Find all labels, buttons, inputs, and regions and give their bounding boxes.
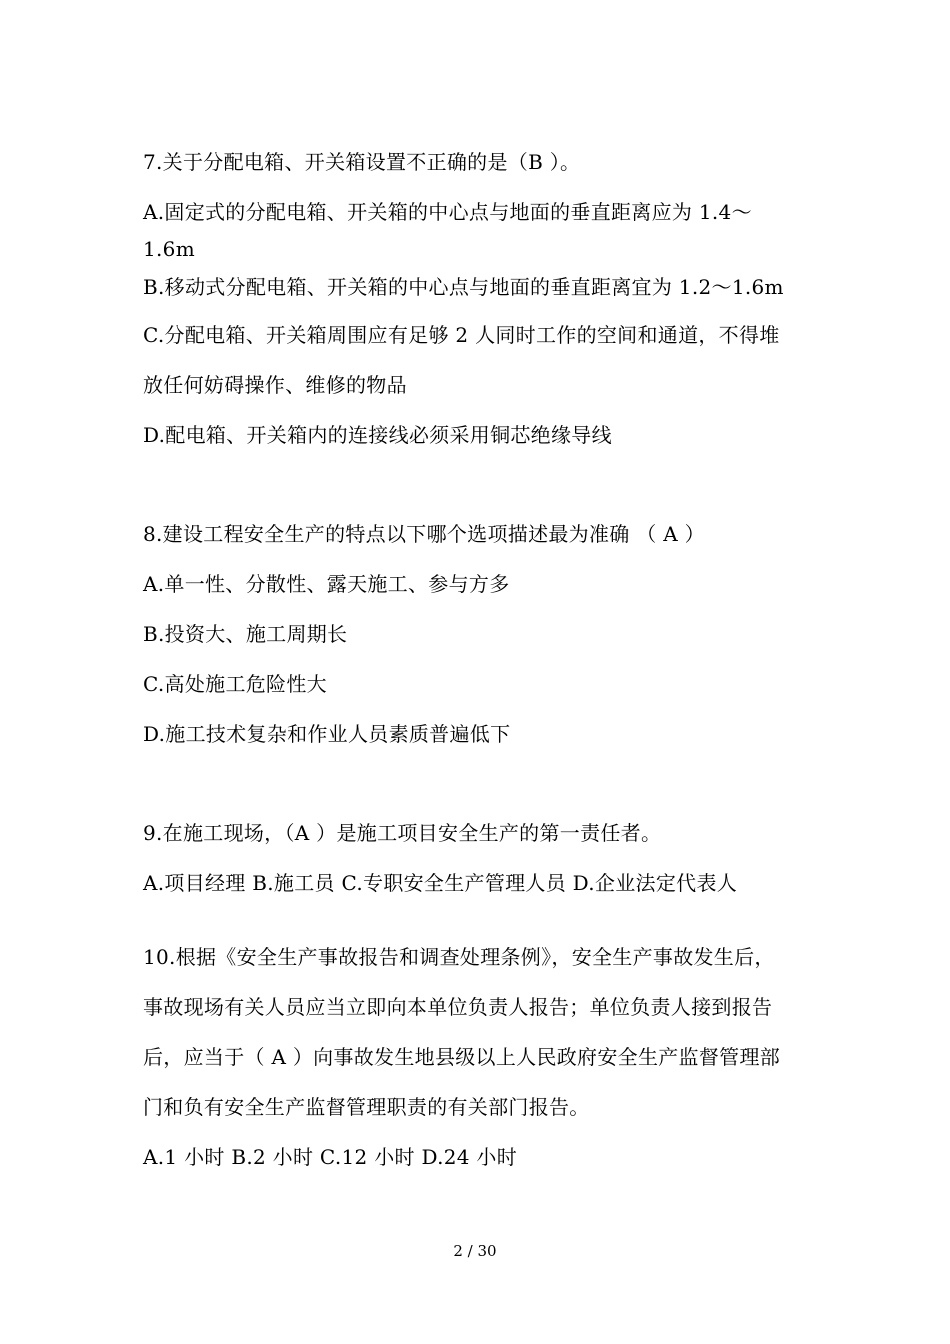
question-9-stem: 9.在施工现场，（A ）是施工项目安全生产的第一责任者。 bbox=[143, 821, 662, 845]
question-7-option-c-continued: 放任何妨碍操作、维修的物品 bbox=[143, 373, 407, 397]
question-10-stem-line-3: 后，应当于（ A ）向事故发生地县级以上人民政府安全生产监督管理部 bbox=[143, 1045, 781, 1069]
question-10-stem-line-2: 事故现场有关人员应当立即向本单位负责人报告；单位负责人接到报告 bbox=[143, 995, 773, 1019]
question-7-option-b: B.移动式分配电箱、开关箱的中心点与地面的垂直距离宜为 1.2～1.6m bbox=[143, 275, 784, 299]
question-10-stem-line-4: 门和负有安全生产监督管理职责的有关部门报告。 bbox=[143, 1095, 590, 1119]
question-8-option-b: B.投资大、施工周期长 bbox=[143, 622, 348, 646]
question-8-stem: 8.建设工程安全生产的特点以下哪个选项描述最为准确 （ A ） bbox=[143, 522, 705, 546]
question-7-option-c: C.分配电箱、开关箱周围应有足够 2 人同时工作的空间和通道，不得堆 bbox=[143, 323, 780, 347]
question-8-option-c: C.高处施工危险性大 bbox=[143, 672, 327, 696]
question-8-option-d: D.施工技术复杂和作业人员素质普遍低下 bbox=[143, 722, 511, 746]
page-number: 2 / 30 bbox=[453, 1242, 497, 1260]
question-7-stem: 7.关于分配电箱、开关箱设置不正确的是（B ）。 bbox=[143, 150, 581, 174]
question-7-option-a: A.固定式的分配电箱、开关箱的中心点与地面的垂直距离应为 1.4～ bbox=[143, 200, 752, 224]
question-10-stem-line-1: 10.根据《安全生产事故报告和调查处理条例》，安全生产事故发生后， bbox=[143, 945, 775, 969]
question-9-options: A.项目经理 B.施工员 C.专职安全生产管理人员 D.企业法定代表人 bbox=[143, 871, 738, 895]
question-7-option-a-continued: 1.6m bbox=[143, 237, 195, 261]
question-7-option-d: D.配电箱、开关箱内的连接线必须采用铜芯绝缘导线 bbox=[143, 423, 612, 447]
question-10-options: A.1 小时 B.2 小时 C.12 小时 D.24 小时 bbox=[143, 1145, 518, 1169]
question-8-option-a: A.单一性、分散性、露天施工、参与方多 bbox=[143, 572, 510, 596]
